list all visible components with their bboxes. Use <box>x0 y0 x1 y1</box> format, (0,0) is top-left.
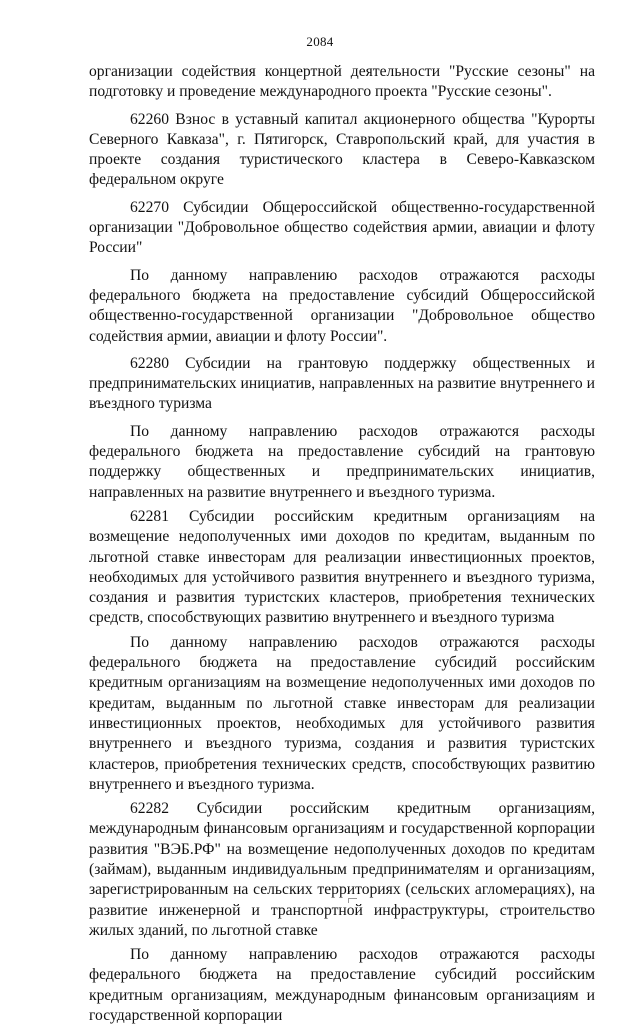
paragraph-62281-description: По данному направлению расходов отражаются расходы федерального бюджета на предоставление субсидий российским кредитным организациям на возмещение недополученных ими доходов по кредитам, выданным по льготной ставке инвесторам для реализации инвестиционных проектов, необходимых для устойчивого развития внутреннего и въездного туризма, создания и развития туристских кластеров, приобретения технических средств, способствующих развитию внутреннего и въездного туризма. <box>89 633 595 793</box>
paragraph-62280-description: По данному направлению расходов отражаются расходы федерального бюджета на предоставление субсидий на грантовую поддержку общественных и предпринимательских инициатив, направленных на развитие внутреннего и въездного туризма. <box>89 422 595 501</box>
paragraph-62280: 62280 Субсидии на грантовую поддержку общественных и предпринимательских инициатив, направленных на развитие внутреннего и въездного туризма <box>89 354 595 413</box>
paragraph-62270: 62270 Субсидии Общероссийской общественно-государственной организации "Добровольное общество содействия армии, авиации и флоту России" <box>89 198 595 257</box>
document-body <box>89 62 595 1026</box>
paragraph-62282-description: По данному направлению расходов отражаются расходы федерального бюджета на предоставление субсидий российским кредитным организациям, международным финансовым организациям и государственной корпорации <box>89 946 595 1025</box>
paragraph-continuation: организации содействия концертной деятельности "Русские сезоны" на подготовку и проведение международного проекта "Русские сезоны". <box>89 63 595 101</box>
paragraph-62281: 62281 Субсидии российским кредитным организациям на возмещение недополученных ими доходов по кредитам, выданным по льготной ставке инвесторам для реализации инвестиционных проектов, необходимых для устойчивого развития внутреннего и въездного туризма, создания и развития туристских кластеров, приобретения технических средств, способствующих развитию внутреннего и въездного туризма <box>89 507 595 627</box>
paragraph-62270-description: По данному направлению расходов отражаются расходы федерального бюджета на предоставление субсидий Общероссийской общественно-государственной организации "Добровольное общество содействия армии, авиации и флоту России". <box>89 266 595 345</box>
scan-artifact <box>348 898 357 903</box>
paragraph-62260: 62260 Взнос в уставный капитал акционерного общества "Курорты Северного Кавказа", г. Пятигорск, Ставропольский край, для участия в проекте создания туристического кластера в Северо-Кавказском федеральном округе <box>89 110 595 189</box>
page-number: 2084 <box>306 34 334 49</box>
paragraph-62282: 62282 Субсидии российским кредитным организациям, международным финансовым организациям и государственной корпорации развития "ВЭБ.РФ" на возмещение недополученных доходов по кредитам (займам), выданным индивидуальным предпринимателям и организациям, зарегистрированным на сельских территориях (сельских агломерациях), на развитие инженерной и транспортной инфраструктуры, строительство жилых зданий, по льготной ставке <box>89 800 595 939</box>
